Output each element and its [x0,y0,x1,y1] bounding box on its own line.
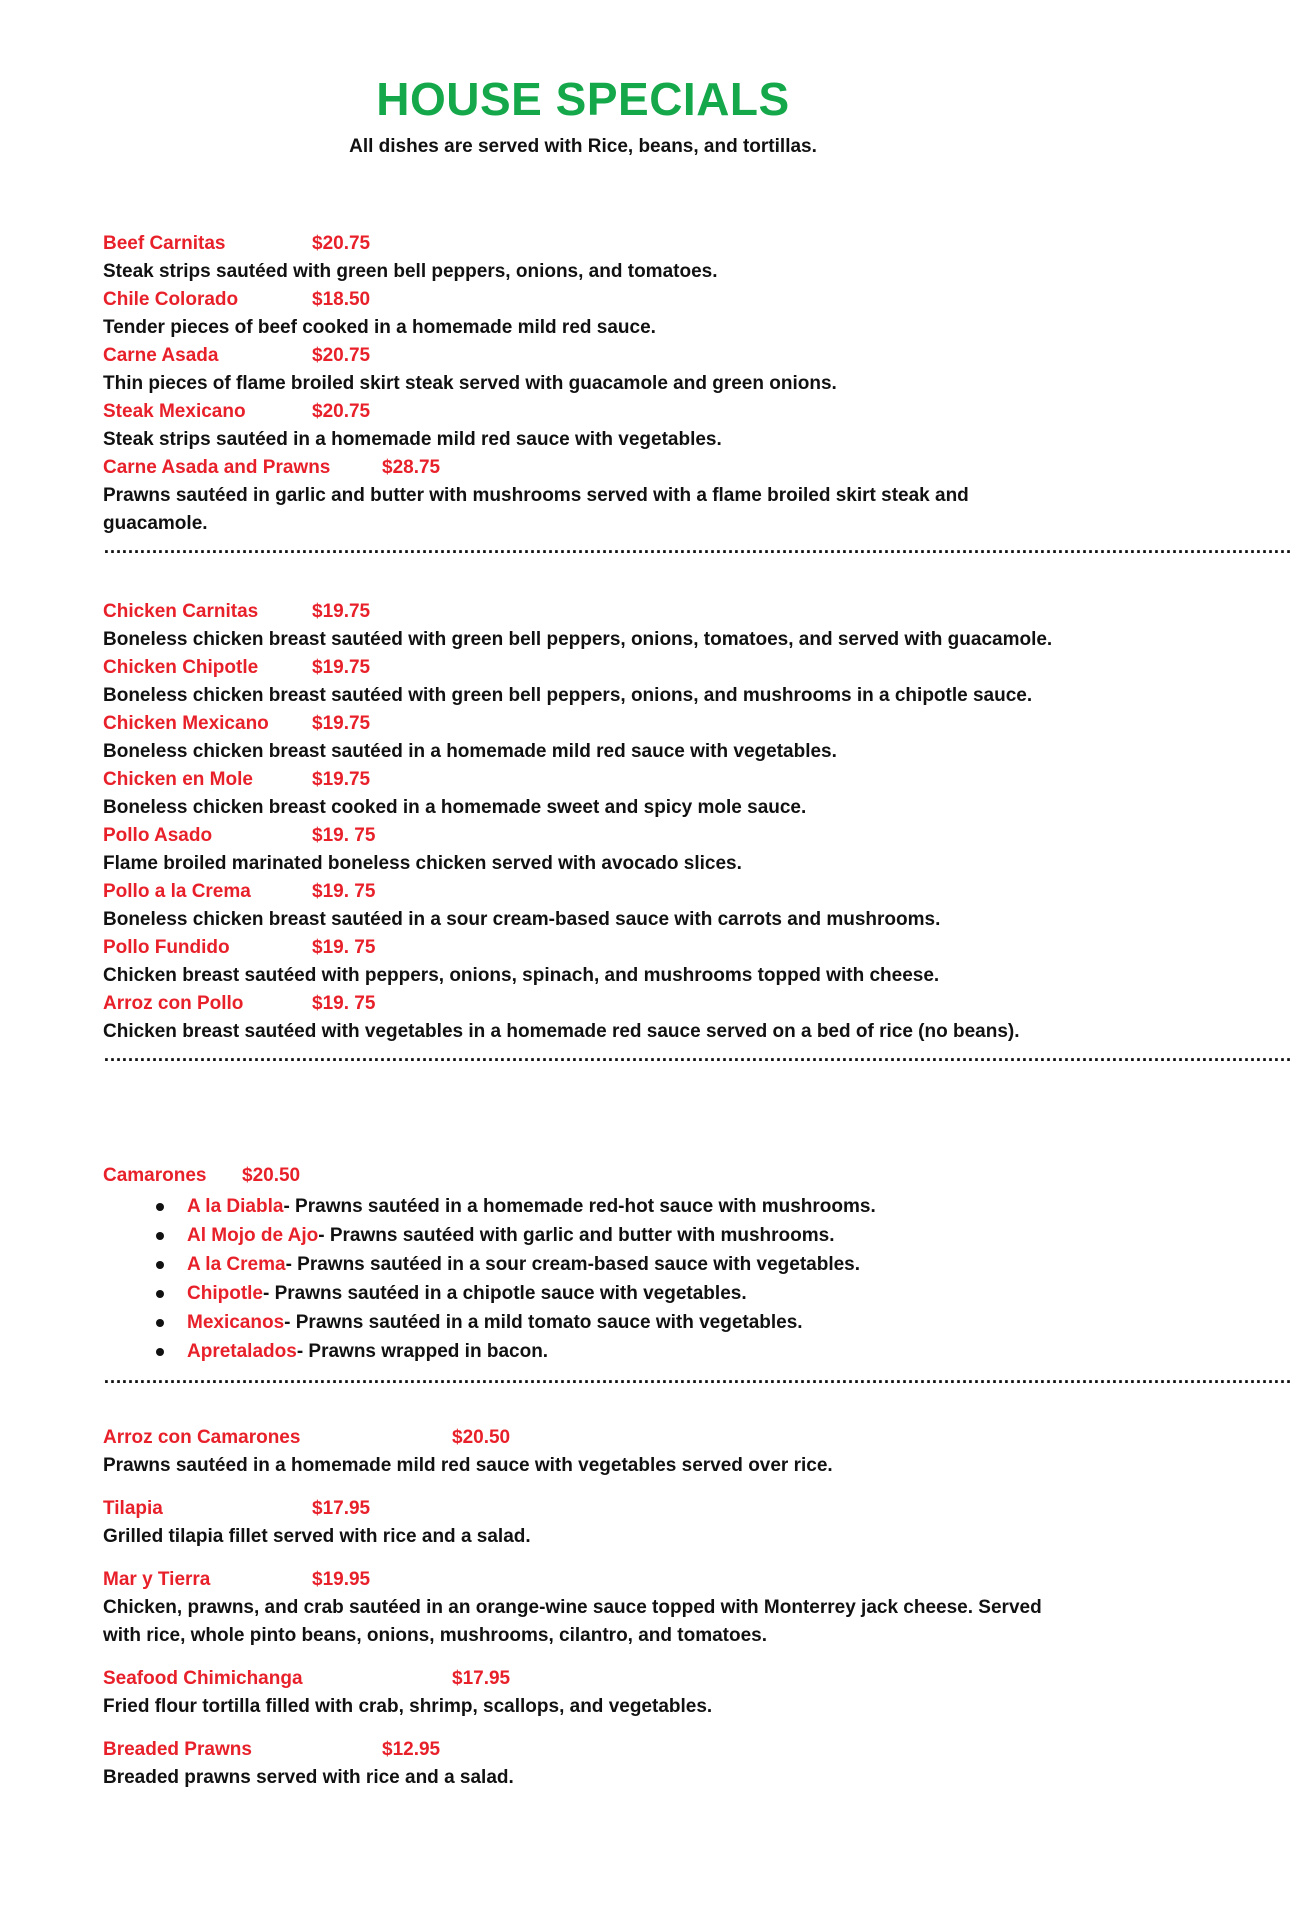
item-name: Seafood Chimichanga [103,1668,303,1689]
item-description: Fried flour tortilla filled with crab, shrimp, scallops, and vegetables. [103,1696,713,1717]
item-price: $19. 75 [312,993,376,1014]
list-item [187,1279,1073,1308]
item-description: Boneless chicken breast sautéed with green bell peppers, onions, and mushrooms in a chipotle sauce. [103,685,1033,706]
page-title: HOUSE SPECIALS [376,73,790,125]
list-item [187,1192,1073,1221]
menu-item [103,710,1073,766]
style-name: Mexicanos [187,1312,285,1333]
item-name: Pollo a la Crema [103,881,251,902]
item-price: $20.50 [452,1427,511,1448]
item-price: $19.75 [312,601,371,622]
menu-item [103,1566,1073,1650]
menu-item [103,654,1073,710]
item-description: Steak strips sautéed with green bell peppers, onions, and tomatoes. [103,261,718,282]
menu-item [103,990,1073,1046]
item-name: Carne Asada and Prawns [103,457,331,478]
item-price: $19. 75 [312,881,376,902]
item-price: $12.95 [382,1739,441,1760]
beef-section [103,230,1291,558]
style-name: Al Mojo de Ajo [187,1225,319,1246]
item-name: Arroz con Pollo [103,993,244,1014]
page-subtitle: All dishes are served with Rice, beans, and tortillas. [349,136,817,157]
menu-item [103,286,1073,342]
item-price: $19.75 [312,713,371,734]
item-description: Breaded prawns served with rice and a salad. [103,1767,514,1788]
item-price: $28.75 [382,457,441,478]
style-description: - Prawns sautéed in a chipotle sauce with vegetables. [263,1283,747,1304]
style-name: Apretalados [187,1341,297,1362]
menu-item [103,1424,1073,1480]
item-price: $19. 75 [312,825,376,846]
style-description: - Prawns sautéed in a mild tomato sauce with vegetables. [284,1312,803,1333]
chicken-section [103,598,1291,1066]
menu-item [103,454,1073,538]
item-price: $17.95 [312,1498,371,1519]
item-price: $18.50 [312,289,371,310]
menu-item [103,1665,1073,1721]
item-description: Chicken breast sautéed with vegetables in a homemade red sauce served on a bed of rice (no beans). [103,1021,1020,1042]
item-name: Tilapia [103,1498,163,1519]
item-name: Carne Asada [103,345,219,366]
item-description: Boneless chicken breast sautéed with green bell peppers, onions, tomatoes, and served with guacamole. [103,629,1053,650]
style-name: A la Crema [187,1254,286,1275]
prawn-styles-list [103,1192,1073,1366]
item-description: Steak strips sautéed in a homemade mild red sauce with vegetables. [103,429,722,450]
style-description: - Prawns wrapped in bacon. [296,1341,549,1362]
item-name: Pollo Fundido [103,937,230,958]
camarones-section [103,1162,1291,1388]
style-name: A la Diabla [187,1196,284,1217]
item-name: Chicken Chipotle [103,657,259,678]
section-divider: ……………………………………………………………………………………………………………………………………………………………………………… [103,537,1291,558]
item-price: $19.75 [312,769,371,790]
item-description: Chicken, prawns, and crab sautéed in an orange-wine sauce topped with Monterrey jack cheese. Served with rice, whole pinto beans, onions, mushrooms, cilantro, and tomatoes. [103,1597,1042,1646]
menu-item [103,878,1073,934]
item-price: $19.75 [312,657,371,678]
item-name: Pollo Asado [103,825,213,846]
item-name: Chicken en Mole [103,769,253,790]
item-price: $20.75 [312,345,371,366]
item-name: Mar y Tierra [103,1569,211,1590]
item-description: Chicken breast sautéed with peppers, onions, spinach, and mushrooms topped with cheese. [103,965,940,986]
menu-item [103,342,1073,398]
menu-item [103,934,1073,990]
list-item [187,1337,1073,1366]
list-item [187,1250,1073,1279]
style-description: - Prawns sautéed in a sour cream-based sauce with vegetables. [285,1254,861,1275]
item-description: Boneless chicken breast cooked in a homemade sweet and spicy mole sauce. [103,797,807,818]
seafood-section [103,1424,1073,1792]
menu-item [103,230,1073,286]
section-divider: ……………………………………………………………………………………………………………………………………………………………………………… [103,1367,1291,1388]
item-price: $20.75 [312,233,371,254]
item-name: Breaded Prawns [103,1739,252,1760]
item-description: Prawns sautéed in a homemade mild red sauce with vegetables served over rice. [103,1455,833,1476]
menu-item [103,598,1073,654]
style-description: - Prawns sautéed with garlic and butter with mushrooms. [318,1225,835,1246]
item-description: Tender pieces of beef cooked in a homemade mild red sauce. [103,317,656,338]
item-description: Grilled tilapia fillet served with rice and a salad. [103,1526,531,1547]
menu-item [103,398,1073,454]
item-description: Boneless chicken breast sautéed in a homemade mild red sauce with vegetables. [103,741,837,762]
style-name: Chipotle [187,1283,263,1304]
item-description: Prawns sautéed in garlic and butter with mushrooms served with a flame broiled skirt steak and guacamole. [103,485,969,534]
item-price: $19.95 [312,1569,371,1590]
item-name: Chicken Mexicano [103,713,269,734]
item-name: Arroz con Camarones [103,1427,301,1448]
item-description: Boneless chicken breast sautéed in a sour cream-based sauce with carrots and mushrooms. [103,909,941,930]
item-name: Steak Mexicano [103,401,246,422]
item-price: $19. 75 [312,937,376,958]
item-name: Chile Colorado [103,289,239,310]
item-name: Camarones [103,1165,207,1186]
list-item [187,1308,1073,1337]
item-price: $20.75 [312,401,371,422]
menu-item [103,1736,1073,1792]
item-price: $17.95 [452,1668,511,1689]
menu-item [103,1495,1073,1551]
menu-item [103,766,1073,822]
item-description: Flame broiled marinated boneless chicken served with avocado slices. [103,853,742,874]
menu-item [103,822,1073,878]
item-description: Thin pieces of flame broiled skirt steak served with guacamole and green onions. [103,373,837,394]
list-item [187,1221,1073,1250]
item-name: Beef Carnitas [103,233,226,254]
item-price: $20.50 [242,1165,301,1186]
section-divider: ……………………………………………………………………………………………………………………………………………………………………………… [103,1045,1291,1066]
item-name: Chicken Carnitas [103,601,259,622]
style-description: - Prawns sautéed in a homemade red-hot sauce with mushrooms. [283,1196,876,1217]
